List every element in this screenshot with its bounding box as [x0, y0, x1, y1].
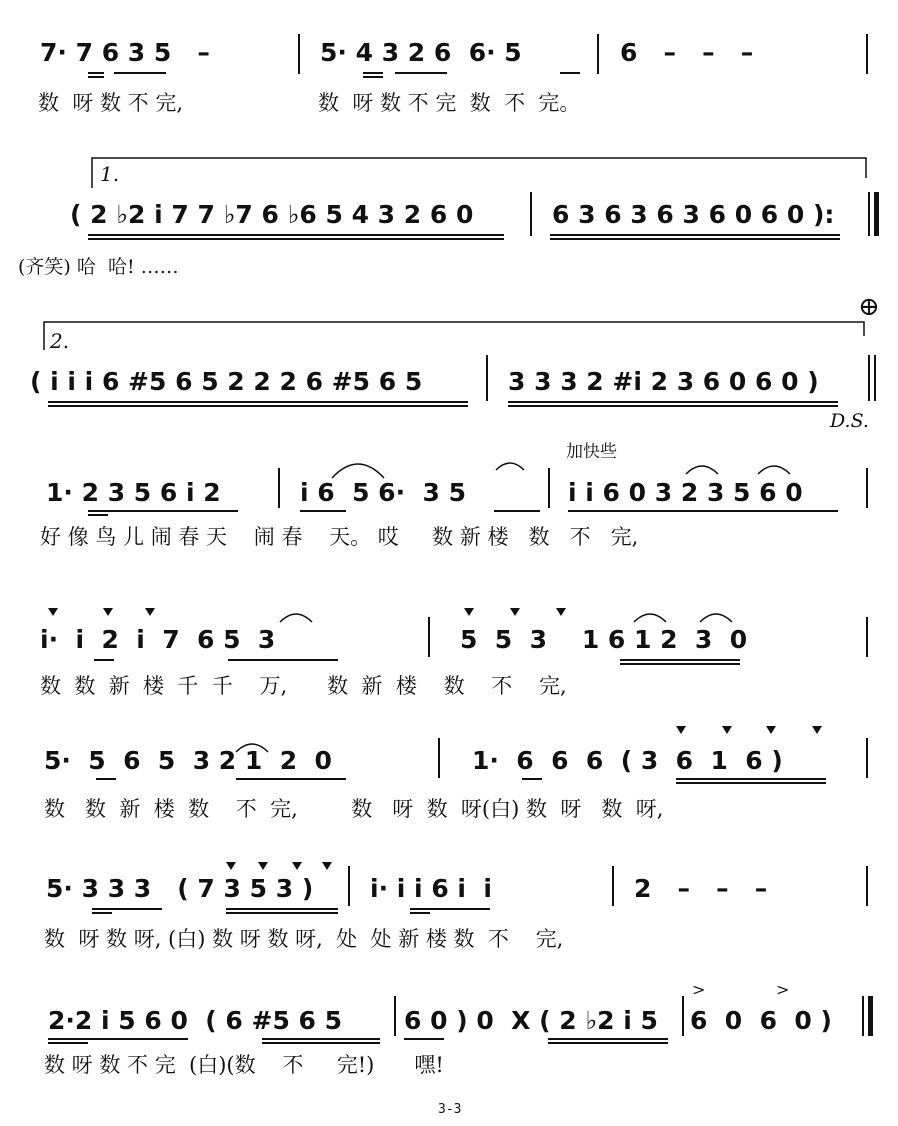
tempo-marking: 加快些 — [566, 442, 617, 462]
notes-s5-a: i· i 2 i 7 6 5 3 — [40, 625, 276, 654]
tenuto-marks — [48, 608, 822, 870]
slur — [332, 464, 384, 478]
lyric-s2: (齐笑) 哈 哈! …… — [18, 256, 179, 278]
notes-s8-b: 6 0 ) 0 X ( 2 ♭2 i 5 — [404, 1006, 658, 1035]
slur — [758, 466, 790, 474]
volta-1-bracket — [92, 158, 866, 188]
volta-2-label: 2. — [50, 329, 70, 353]
lyric-s7: 数 呀 数 呀, (白) 数 呀 数 呀, 处 处 新 楼 数 不 完, — [44, 927, 564, 951]
slur — [496, 463, 524, 470]
notes-s3-a: ( i i i 6 #5 6 5 2 2 2 6 #5 6 5 — [30, 367, 423, 396]
notes-s4-b: i 6 5 6· 3 5 — [300, 478, 466, 507]
notes-s1-a: 7· 7 6 3 5 – — [40, 38, 210, 67]
notes-s2-a: ( 2 ♭2 i 7 7 ♭7 6 ♭6 5 4 3 2 6 0 — [70, 200, 474, 229]
page-label: 3-3 — [438, 1102, 462, 1117]
slur — [280, 614, 312, 622]
notes-s4-a: 1· 2 3 5 6 i 2 — [46, 478, 221, 507]
volta-1-label: 1. — [100, 162, 120, 186]
slur — [700, 614, 732, 622]
slur — [634, 614, 666, 622]
lyric-s1-b: 数 呀 数 不 完 数 不 完。 — [318, 91, 581, 115]
lyric-s5: 数 数 新 楼 千 千 万, 数 新 楼 数 不 完, — [40, 674, 567, 698]
lyric-s1-a: 数 呀 数 不 完, — [38, 91, 184, 115]
lyric-s6: 数 数 新 楼 数 不 完, 数 呀 数 呀(白) 数 呀 数 呀, — [44, 797, 664, 821]
notes-s5-b: 5 5 3 1 6 1 2 3 0 — [460, 625, 748, 654]
coda-icon: ⊕ — [858, 292, 880, 322]
notes-s7-c: 2 – – – — [634, 874, 768, 903]
notes-s2-b: 6 3 6 3 6 3 6 0 6 0 ): — [552, 200, 835, 229]
volta-2-bracket — [44, 322, 864, 353]
notes-s8-c: 6 0 6 0 ) — [690, 1006, 832, 1035]
notes-s1-b: 5· 4 3 2 6 6· 5 — [320, 38, 522, 67]
ds-marking: D.S. — [830, 410, 869, 432]
notes-s7-a: 5· 3 3 3 ( 7 3 5 3 ) — [46, 874, 314, 903]
notes-s1-c: 6 – – – — [620, 38, 754, 67]
notes-s3-b: 3 3 3 2 #i 2 3 6 0 6 0 ) — [508, 367, 819, 396]
notes-s6-a: 5· 5 6 5 3 2 1 2 0 — [44, 746, 332, 775]
lyric-s4: 好 像 鸟 儿 闹 春 天 闹 春 天。 哎 数 新 楼 数 不 完, — [40, 525, 639, 549]
lyric-s8: 数 呀 数 不 完 (白)(数 不 完!) 嘿! — [44, 1053, 444, 1077]
notes-s7-b: i· i i 6 i i — [370, 874, 492, 903]
notes-s4-c: i i 6 0 3 2 3 5 6 0 — [568, 478, 803, 507]
notes-s8-a: 2·2 i 5 6 0 ( 6 #5 6 5 — [48, 1006, 343, 1035]
notes-s6-b: 1· 6 6 6 ( 3 6 1 6 ) — [472, 746, 783, 775]
slur — [686, 466, 718, 474]
slur — [236, 744, 268, 752]
accent-mark: > — [776, 980, 790, 999]
accent-mark: > — [692, 980, 706, 999]
